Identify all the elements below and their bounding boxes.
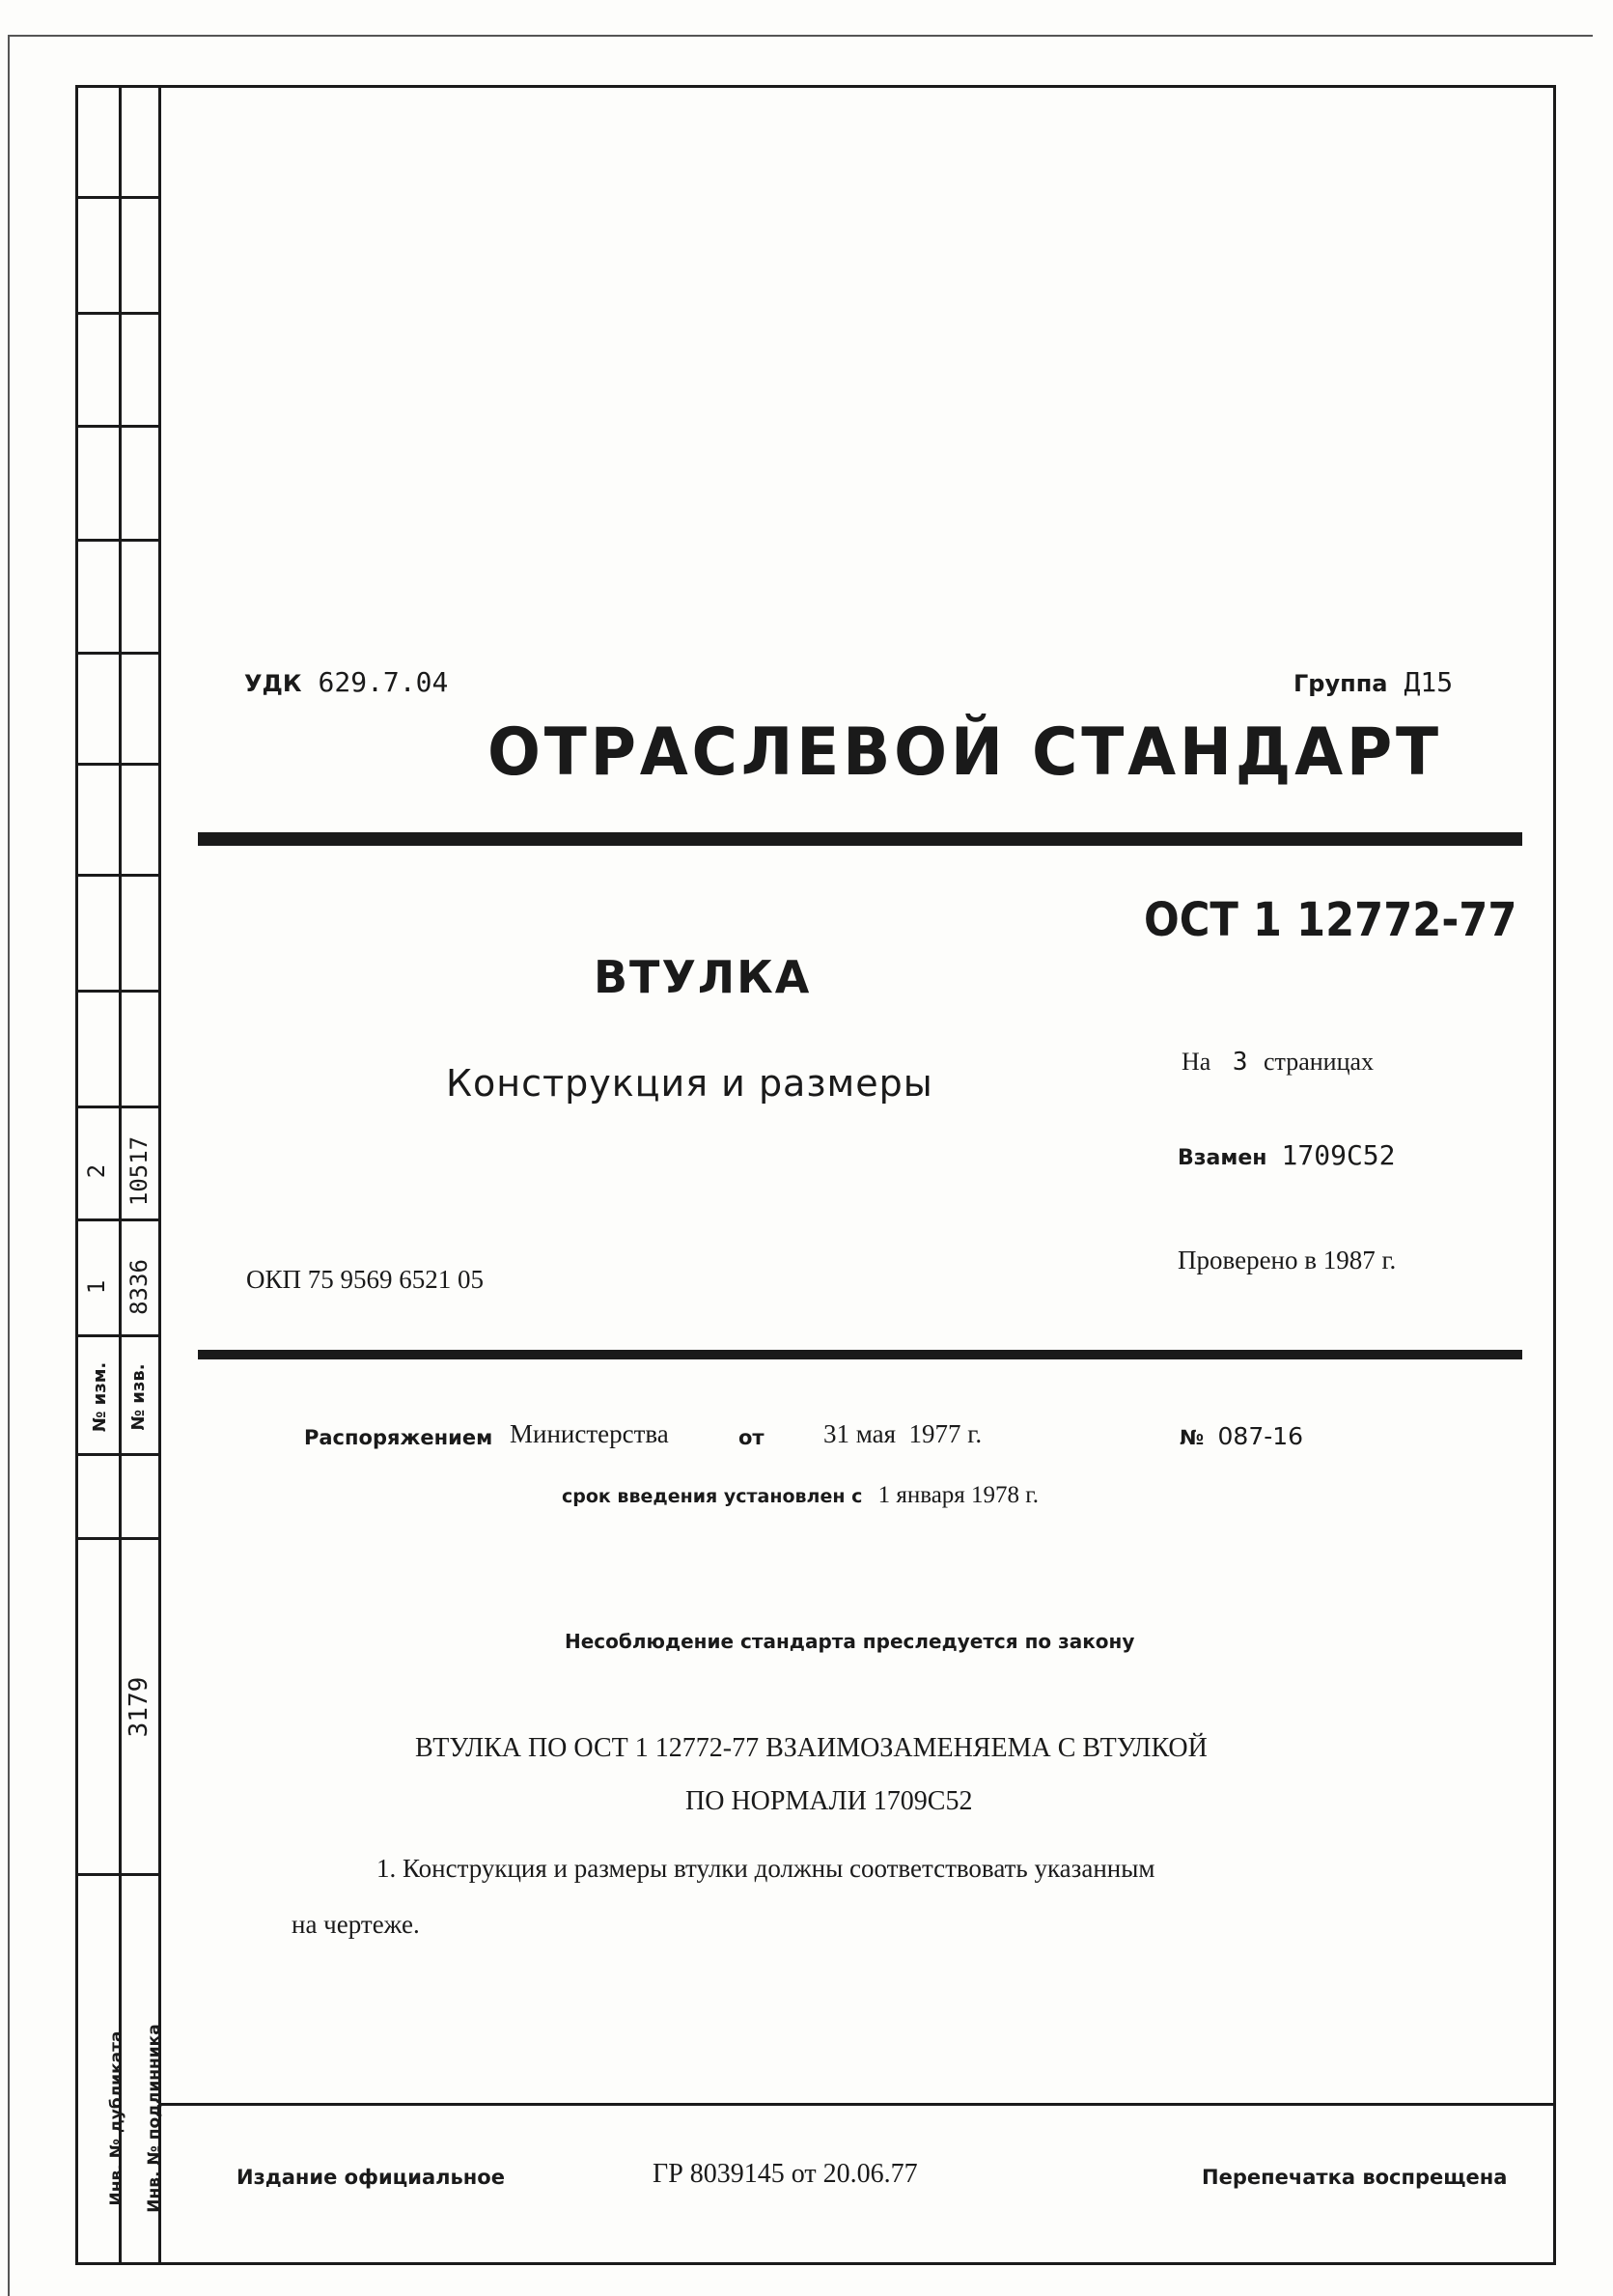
order-number: 087-16 <box>1217 1422 1304 1450</box>
side-grid-line <box>75 652 158 655</box>
order-date: 31 мая 1977 г. <box>823 1419 983 1448</box>
effective-label: срок введения установлен с <box>562 1486 863 1507</box>
side-grid-line <box>75 425 158 428</box>
side-column-line-2 <box>158 85 161 2265</box>
registration-number: ГР 8039145 от 20.06.77 <box>653 2159 918 2189</box>
udk-label: УДК <box>244 670 302 697</box>
udk-line <box>244 666 448 699</box>
original-inventory-number: 3179 <box>125 1676 153 1738</box>
replaces-value: 1709С52 <box>1281 1139 1396 1171</box>
side-grid-line <box>75 1453 158 1456</box>
standard-subtitle: Конструкция и размеры <box>446 1062 933 1105</box>
replaces-line <box>1178 1139 1396 1172</box>
side-grid-line <box>75 1537 158 1540</box>
pages-suffix: страницах <box>1263 1048 1375 1076</box>
pages-count: 3 <box>1232 1048 1248 1077</box>
side-grid-line <box>75 196 158 199</box>
document-type-title: ОТРАСЛЕВОЙ СТАНДАРТ <box>487 714 1442 791</box>
group-line <box>1293 666 1453 699</box>
footer-divider <box>158 2103 1556 2106</box>
effective-line <box>562 1482 1039 1509</box>
pages-prefix: На <box>1182 1048 1211 1076</box>
side-grid-line <box>75 1334 158 1337</box>
udk-value: 629.7.04 <box>318 666 449 698</box>
edition-note: Издание официальное <box>236 2166 505 2189</box>
standard-code: ОСТ 1 12772-77 <box>1144 893 1517 947</box>
interchange-line-2: ПО НОРМАЛИ 1709С52 <box>685 1786 973 1816</box>
change-number-2: 2 <box>83 1163 110 1179</box>
group-label: Группа <box>1293 670 1388 697</box>
side-grid-line <box>75 1106 158 1108</box>
reprint-note: Перепечатка воспрещена <box>1202 2166 1508 2189</box>
order-number-label: № <box>1180 1426 1205 1449</box>
order-number-line <box>1180 1422 1303 1451</box>
original-inventory-label: Инв. № подлинника <box>145 2024 164 2213</box>
legal-warning: Несоблюдение стандарта преследуется по закону <box>565 1630 1135 1653</box>
side-grid-line <box>75 763 158 766</box>
side-grid-line <box>75 1218 158 1221</box>
second-rule <box>198 1350 1522 1359</box>
notice-column-label: № изв. <box>128 1363 149 1431</box>
standard-name: ВТУЛКА <box>594 951 812 1003</box>
duplicate-inventory-label: Инв. № дубликата <box>107 2030 126 2206</box>
side-grid-line <box>75 539 158 542</box>
pages-line <box>1182 1048 1374 1077</box>
paragraph-1-line-1: 1. Конструкция и размеры втулки должны соответствовать указанным <box>376 1854 1155 1883</box>
okp-code: ОКП 75 9569 6521 05 <box>246 1265 485 1294</box>
change-column-label: № изм. <box>90 1361 110 1433</box>
side-grid-line <box>75 312 158 315</box>
interchange-line-1: ВТУЛКА ПО ОСТ 1 12772-77 ВЗАИМОЗАМЕНЯЕМА С ВТУЛКОЙ <box>415 1733 1208 1763</box>
side-grid-line <box>75 1873 158 1876</box>
replaces-label: Взамен <box>1178 1146 1267 1170</box>
checked-note: Проверено в 1987 г. <box>1178 1246 1397 1274</box>
notice-number-8336: 8336 <box>125 1259 153 1315</box>
title-rule <box>198 832 1522 846</box>
notice-number-10517: 10517 <box>125 1135 153 1207</box>
group-value: Д15 <box>1404 666 1454 698</box>
side-grid-line <box>75 874 158 877</box>
paragraph-1-line-2: на чертеже. <box>292 1910 420 1939</box>
order-from: от <box>738 1426 765 1449</box>
effective-date: 1 января 1978 г. <box>877 1482 1039 1508</box>
order-authority: Министерства <box>510 1419 669 1448</box>
side-grid-line <box>75 990 158 993</box>
order-label: Распоряжением <box>304 1426 493 1449</box>
change-number-1: 1 <box>83 1279 110 1295</box>
